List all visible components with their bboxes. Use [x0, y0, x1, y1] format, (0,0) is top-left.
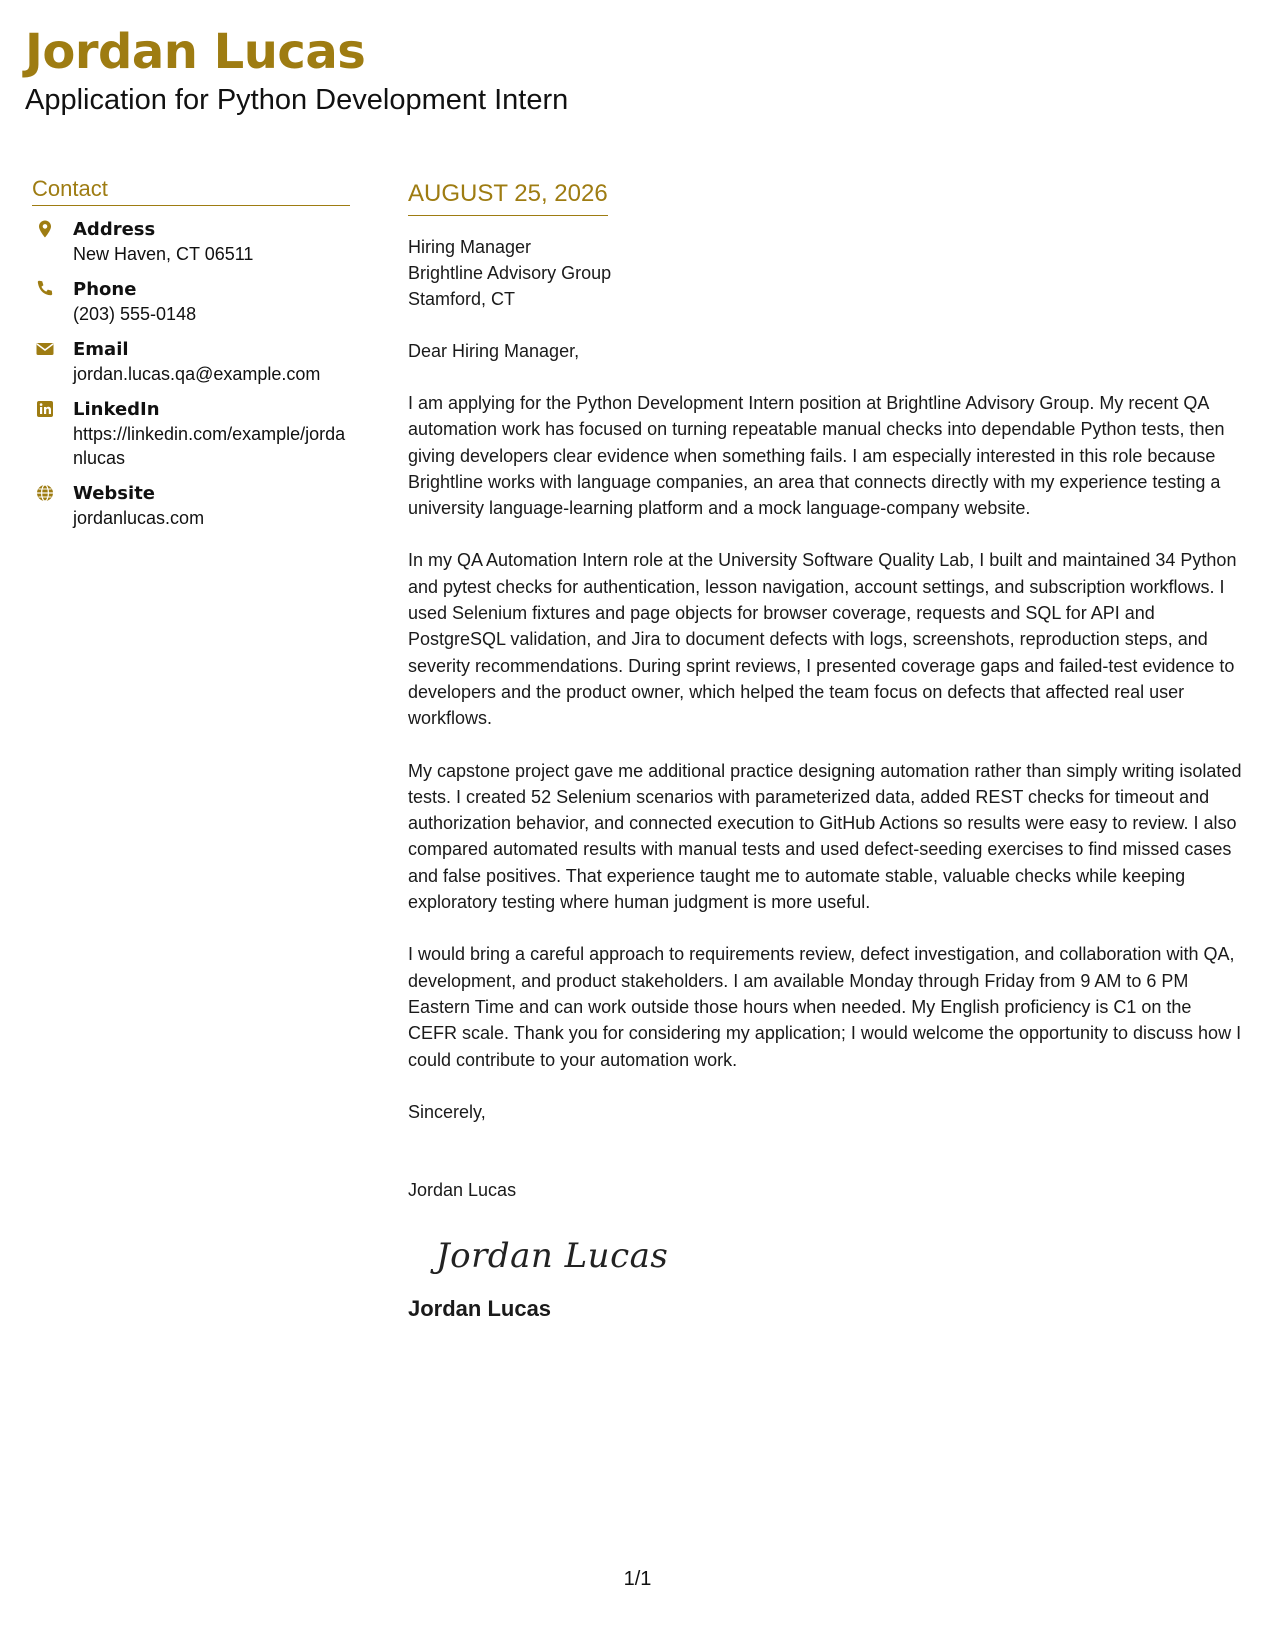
phone-icon: [35, 279, 55, 299]
letter-paragraph: My capstone project gave me additional practice designing automation rather than simply writing isolated tests. I created 52 Selenium scenarios with parameterized data, added REST checks for timeout and authorization behavior, and connected execution to GitHub Actions so results were easy to review. I also compared automated results with manual tests and used defect-seeding exercises to find missed cases and false positives. That experience taught me to automate stable, valuable checks while keeping exploratory testing where human judgment is more useful.: [408, 760, 1242, 913]
contact-sidebar: [32, 176, 350, 542]
globe-icon: [35, 483, 55, 503]
contact-item-website: [32, 482, 350, 530]
recipient-block: [408, 234, 1243, 312]
signature-text: Jordan Lucas: [436, 1235, 669, 1276]
contact-item-phone: [32, 278, 350, 326]
handwritten-signature: [430, 1225, 670, 1285]
letter-date: AUGUST 25, 2026: [408, 178, 608, 216]
letter-paragraph: I am applying for the Python Development Intern position at Brightline Advisory Group. My recent QA automation work has focused on turning repeatable manual checks into dependable Python tests, then giving developers clear evidence when something fails. I am especially interested in this role because Brightline works with language companies, an area that connects directly with my experience testing a university language-learning platform and a mock language-company website.: [408, 393, 1225, 519]
application-subtitle: Application for Python Development Intern: [25, 84, 569, 116]
signer-name-bold: Jordan Lucas: [408, 1295, 552, 1321]
letter-body: [408, 178, 1243, 1323]
contact-label: Email: [73, 339, 129, 360]
recipient-line: Hiring Manager: [408, 237, 532, 257]
email-value[interactable]: jordan.lucas.qa@example.com: [73, 364, 321, 384]
page-number: 1/1: [623, 1568, 652, 1590]
recipient-line: Brightline Advisory Group: [408, 263, 612, 283]
linkedin-value[interactable]: https://linkedin.com/example/jordanlucas: [73, 424, 346, 468]
website-value[interactable]: jordanlucas.com: [73, 508, 205, 528]
contact-label: Address: [73, 219, 156, 240]
address-value: New Haven, CT 06511: [73, 244, 254, 264]
contact-item-email: [32, 338, 350, 386]
applicant-name: Jordan Lucas: [25, 24, 366, 80]
contact-label: Phone: [73, 279, 137, 300]
letter-paragraph: In my QA Automation Intern role at the University Software Quality Lab, I built and maintained 34 Python and pytest checks for authentication, lesson navigation, account settings, and subscription workflows. I used Selenium fixtures and page objects for browser coverage, requests and SQL for API and PostgreSQL validation, and Jira to document defects with logs, screenshots, reproduction steps, and severity recommendations. During sprint reviews, I presented coverage gaps and failed-test evidence to developers and the product owner, which helped the team focus on defects that affected real user workflows.: [408, 550, 1237, 729]
linkedin-icon: [35, 399, 55, 419]
phone-value[interactable]: (203) 555-0148: [73, 304, 197, 324]
signer-name: Jordan Lucas: [408, 1179, 517, 1200]
contact-label: Website: [73, 483, 156, 504]
recipient-line: Stamford, CT: [408, 289, 516, 309]
contact-item-address: [32, 218, 350, 266]
letter-header: [25, 22, 568, 118]
envelope-icon: [35, 339, 55, 359]
letter-paragraph: I would bring a careful approach to requirements review, defect investigation, and collaboration with QA, development, and product stakeholders. I am available Monday through Friday from 9 AM to 6 PM Eastern Time and can work outside those hours when needed. My English proficiency is C1 on the CEFR scale. Thank you for considering my application; I would welcome the opportunity to discuss how I could contribute to your automation work.: [408, 944, 1242, 1070]
closing: Sincerely,: [408, 1101, 486, 1122]
contact-heading: Contact: [32, 176, 350, 206]
greeting: Dear Hiring Manager,: [408, 341, 580, 361]
map-pin-icon: [35, 219, 55, 239]
contact-label: LinkedIn: [73, 399, 160, 420]
contact-item-linkedin: [32, 398, 350, 470]
